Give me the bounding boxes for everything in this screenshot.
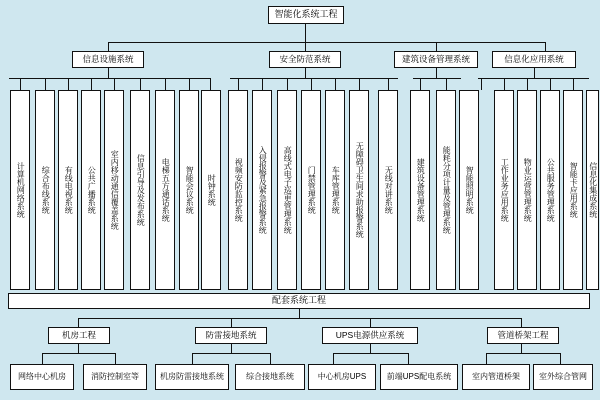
leaf-node: 智能卡应用系统 [563,90,583,290]
branch-node-informatization: 信息化应用系统 [492,51,576,68]
connector [262,78,263,90]
leaf-node: 工作业务应用系统 [494,90,514,290]
connector [42,353,43,364]
connector [115,353,116,364]
leaf-node: 视频安防监控系统 [228,90,248,290]
connector [78,318,521,319]
connector [333,353,408,354]
connector [305,68,306,78]
leaf-node: 信息化集成系统 [586,90,599,290]
connector [238,78,239,90]
connector [165,78,166,90]
secondary-branch-node-machine-room: 机房工程 [48,327,110,344]
branch-node-info-facility: 信息设施系统 [72,51,144,68]
secondary-leaf-node: 中心机房UPS [308,364,376,390]
connector [486,353,560,354]
leaf-node: 智能照明系统 [459,90,479,290]
connector [534,68,535,78]
connector [335,78,336,90]
connector [527,78,528,90]
connector [436,68,437,78]
connector [359,78,360,90]
connector [68,78,69,90]
leaf-node: 室内移动通信覆盖系统 [104,90,124,290]
leaf-node: 信息引导及发布系统 [130,90,150,290]
connector [20,78,21,90]
secondary-leaf-node: 室内管道桥架 [462,364,530,390]
connector [333,353,334,364]
connector [192,353,270,354]
connector [140,78,141,90]
connector [210,78,211,90]
secondary-leaf-node: 机房防雷接地系统 [155,364,229,390]
connector [231,318,232,327]
connector [573,78,574,90]
connector [545,42,546,51]
connector [388,78,389,90]
connector [270,353,271,364]
leaf-node: 入侵报警及紧急报警系统 [252,90,272,290]
connector [481,78,482,90]
leaf-node: 无线对讲系统 [378,90,398,290]
connector [108,42,545,43]
leaf-node: 综合布线系统 [35,90,55,290]
connector [78,318,79,327]
leaf-node: 公共服务管理系统 [540,90,560,290]
leaf-node: 车库管理系统 [325,90,345,290]
secondary-branch-node-lightning-ground: 防雷接地系统 [195,327,267,344]
secondary-leaf-node: 前端UPS配电系统 [380,364,458,390]
connector [521,344,522,353]
connector [550,78,551,90]
leaf-node: 电梯五方通话系统 [155,90,175,290]
leaf-node: 建筑设备管理系统 [410,90,430,290]
leaf-node: 智能会议系统 [179,90,199,290]
leaf-node: 公共广播系统 [81,90,101,290]
connector [114,78,115,90]
connector [446,78,447,90]
connector [230,78,398,79]
leaf-node: 能耗分项计量及管理系统 [436,90,456,290]
connector [108,68,109,78]
branch-node-security: 安全防范系统 [269,51,341,68]
connector [91,78,92,90]
connector [408,353,409,364]
connector [299,309,300,318]
connector [370,318,371,327]
connector [504,78,505,90]
connector [189,78,190,90]
connector [45,78,46,90]
connector [305,24,306,42]
connector [192,353,193,364]
connector [108,42,109,51]
leaf-node: 有线电视系统 [58,90,78,290]
connector [231,344,232,353]
connector [521,318,522,327]
leaf-node: 高线式电子巡更管理系统 [277,90,297,290]
secondary-leaf-node: 消防控制室等 [83,364,147,390]
connector [311,78,312,90]
connector [486,353,487,364]
connector [78,344,79,353]
connector [436,42,437,51]
leaf-node: 无障碍卫生间求助报警系统 [349,90,369,290]
connector [370,344,371,353]
secondary-leaf-node: 综合接地系统 [235,364,305,390]
connector [42,353,115,354]
secondary-leaf-node: 室外综合管网 [533,364,593,390]
connector [305,42,306,51]
secondary-branch-node-conduit: 管道桥架工程 [487,327,559,344]
connector [420,78,421,90]
leaf-node: 时钟系统 [201,90,221,290]
connector [287,78,288,90]
branch-node-building-equipment: 建筑设备管理系统 [394,51,478,68]
secondary-leaf-node: 网络中心机房 [10,364,74,390]
connector [9,78,210,79]
leaf-node: 门禁管理系统 [301,90,321,290]
root-node: 智能化系统工程 [268,6,344,24]
leaf-node: 计算机网络系统 [10,90,30,290]
secondary-branch-node-ups: UPS电源供应系统 [322,327,418,344]
leaf-node: 物业运营管理系统 [517,90,537,290]
secondary-root-node: 配套系统工程 [8,293,590,309]
connector [560,353,561,364]
